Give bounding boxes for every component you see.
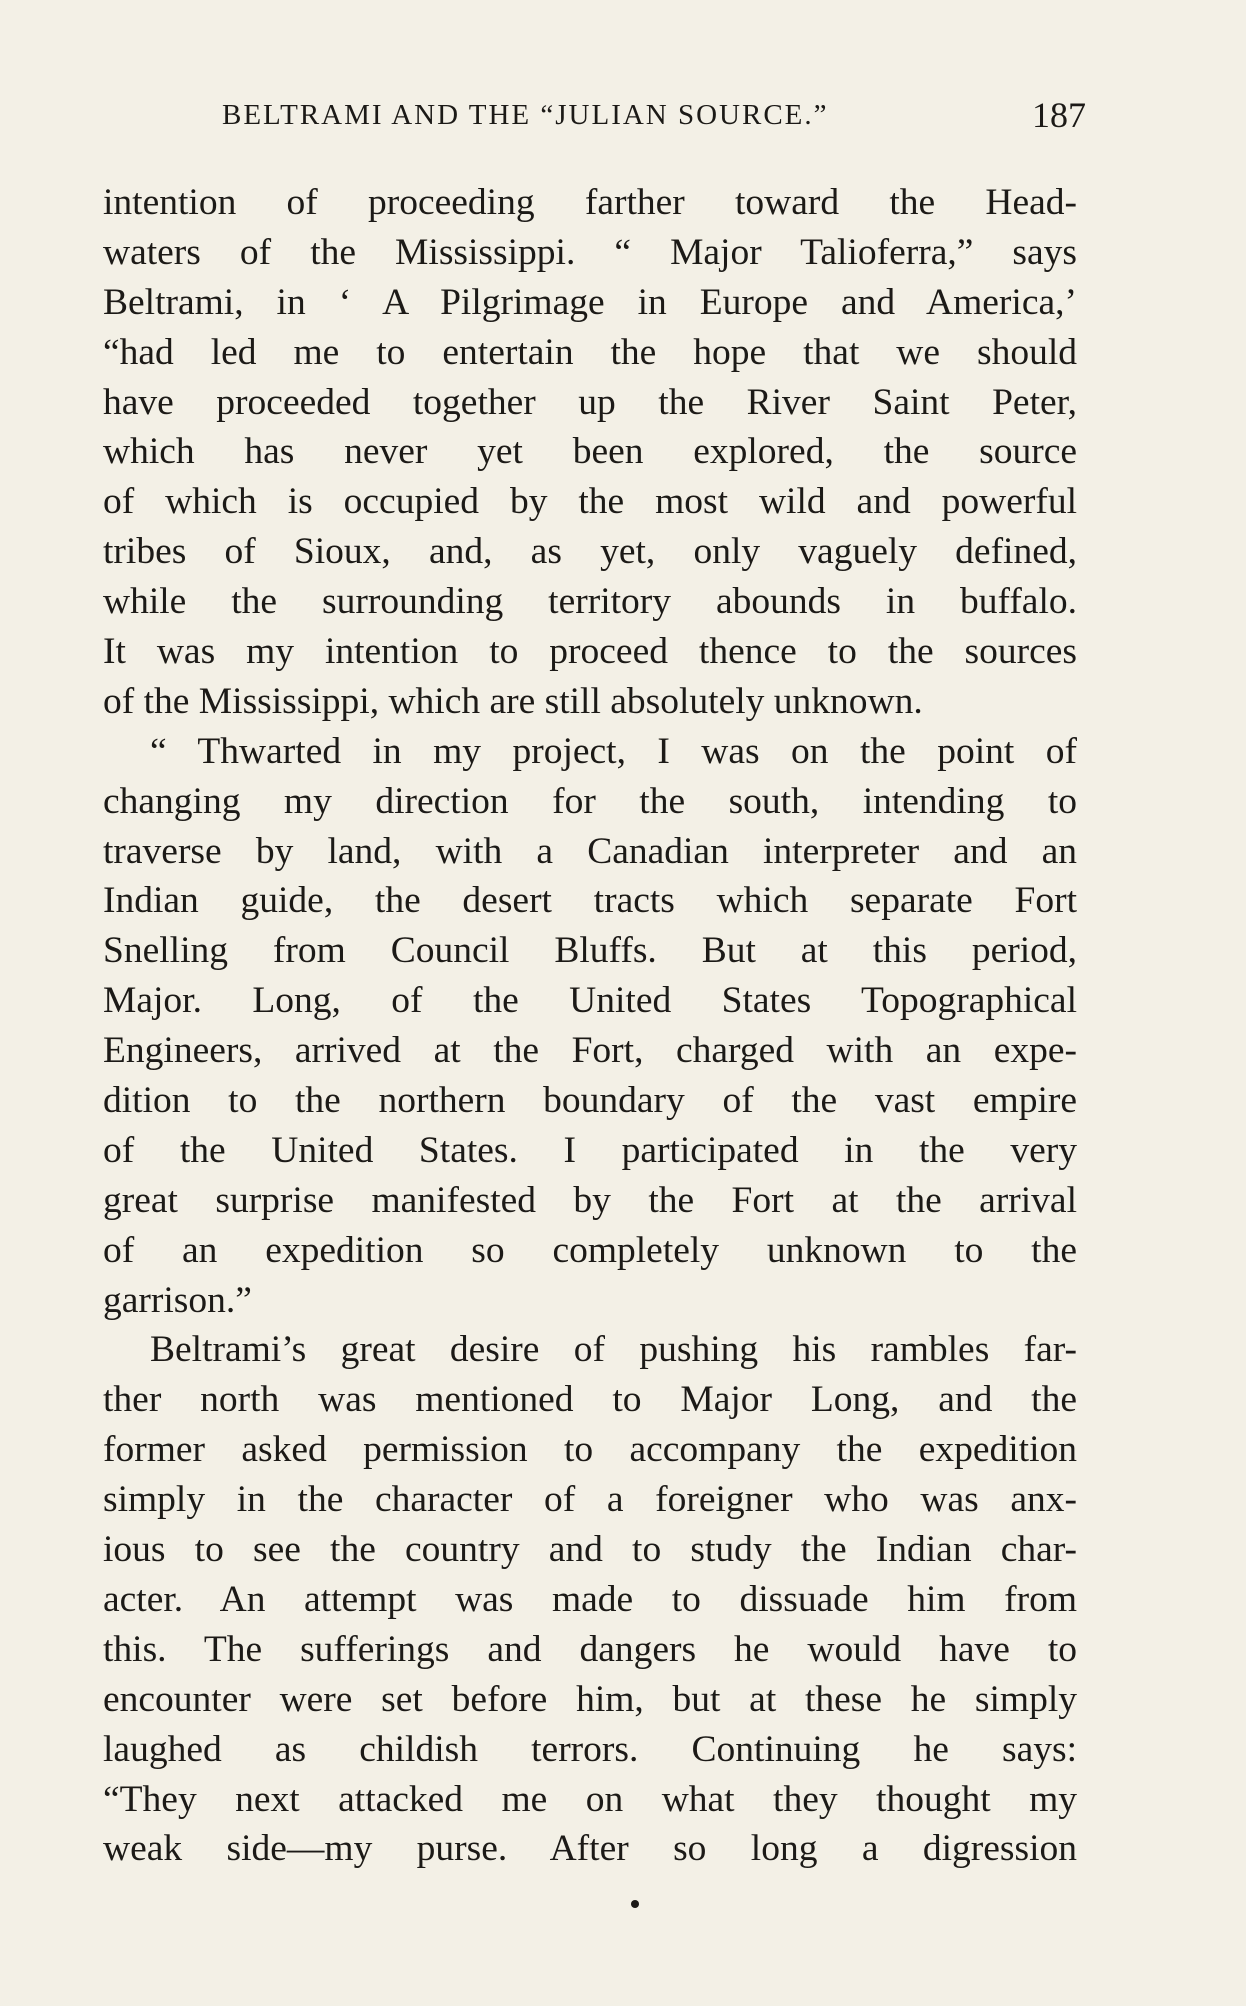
text-line: former asked permission to accompany the expedition <box>103 1429 1077 1471</box>
text-line: changing my direction for the south, intending to <box>103 780 1077 822</box>
text-line: ious to see the country and to study the Indian char- <box>103 1529 1077 1571</box>
text-line: Snelling from Council Bluffs. But at this period, <box>103 930 1077 972</box>
text-line: laughed as childish terrors. Continuing he says: <box>103 1728 1077 1770</box>
text-line: dition to the northern boundary of the vast empire <box>103 1080 1077 1122</box>
text-line: ther north was mentioned to Major Long, and the <box>103 1379 1077 1421</box>
printer-mark <box>631 1900 639 1908</box>
text-line: It was my intention to proceed thence to the sources <box>103 631 1077 673</box>
text-line: have proceeded together up the River Saint Peter, <box>103 381 1077 423</box>
running-head <box>222 93 1086 137</box>
body-text <box>103 178 1077 1874</box>
text-line: acter. An attempt was made to dissuade him from <box>103 1578 1077 1620</box>
text-line: “They next attacked me on what they thought my <box>103 1778 1077 1820</box>
text-line: Major. Long, of the United States Topographical <box>103 980 1077 1022</box>
text-line: of the Mississippi, which are still absolutely unknown. <box>103 680 923 722</box>
text-line: tribes of Sioux, and, as yet, only vaguely defined, <box>103 531 1077 573</box>
text-line: garrison.” <box>103 1279 252 1321</box>
text-line: which has never yet been explored, the source <box>103 431 1077 473</box>
text-line: of which is occupied by the most wild and powerful <box>103 481 1077 523</box>
text-line: Beltrami’s great desire of pushing his rambles far- <box>150 1329 1077 1371</box>
page-number: 187 <box>1032 95 1086 135</box>
text-line: waters of the Mississippi. “ Major Talioferra,” says <box>103 231 1077 273</box>
text-line: simply in the character of a foreigner who was anx- <box>103 1479 1077 1521</box>
running-title: BELTRAMI AND THE “JULIAN SOURCE.” <box>222 99 829 131</box>
text-line: intention of proceeding farther toward the Head- <box>103 182 1077 223</box>
text-line: Beltrami, in ‘ A Pilgrimage in Europe and America,’ <box>103 281 1077 323</box>
text-line: encounter were set before him, but at these he simply <box>103 1678 1077 1720</box>
text-line: of an expedition so completely unknown to the <box>103 1229 1077 1271</box>
text-line: this. The sufferings and dangers he would have to <box>103 1628 1077 1670</box>
text-line: weak side—my purse. After so long a digression <box>103 1828 1077 1870</box>
text-line: traverse by land, with a Canadian interpreter and an <box>103 830 1077 872</box>
text-line: “ Thwarted in my project, I was on the point of <box>150 730 1077 772</box>
text-line: Engineers, arrived at the Fort, charged with an expe- <box>103 1030 1077 1072</box>
text-line: “had led me to entertain the hope that we should <box>103 331 1077 373</box>
text-line: of the United States. I participated in the very <box>103 1129 1077 1171</box>
text-line: great surprise manifested by the Fort at the arrival <box>103 1179 1077 1221</box>
text-line: while the surrounding territory abounds in buffalo. <box>103 581 1077 623</box>
text-line: Indian guide, the desert tracts which separate Fort <box>103 880 1077 922</box>
